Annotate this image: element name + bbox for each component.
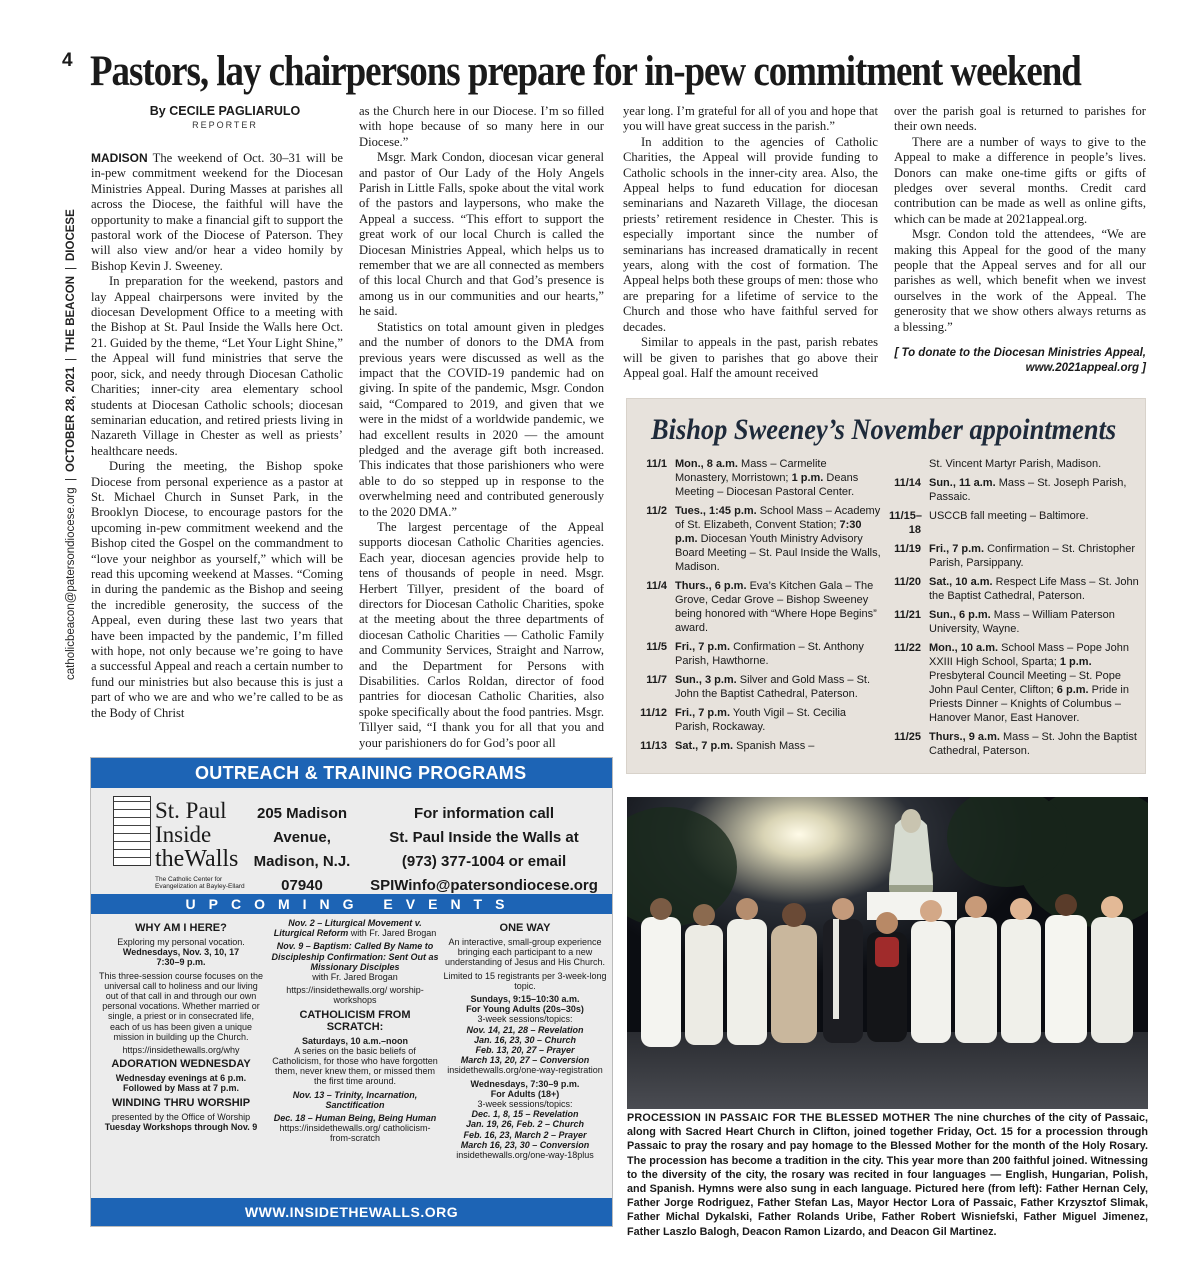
appointment-date: 11/19 <box>894 543 921 555</box>
appointments-box <box>626 398 1146 774</box>
appointment-date: 11/20 <box>894 576 921 588</box>
appointment-text: Fri., 7 p.m. Youth Vigil – St. Cecilia Parish, Rockaway. <box>675 707 846 733</box>
events-column-c: ONE WAY An interactive, small-group experience bringing each participant to a new understanding of Jesus and His Church. Limited to 15 registrants per 3-week-long topic. Sundays, 9:15–10:30 a.m. For Young Adults (20s–30s) 3-week sessions/topics: Nov. 14, 21, 28 – Revelation Jan. 16, 23, 30 – Church Feb. 13, 20, 27 – Prayer March 13, 20, 27 – Conversion insidethewalls.org/one-way-registration Wednesdays, 7:30–9 p.m. For Adults (18+) 3-week sessions/topics: Dec. 1, 8, 15 – Revelation Jan. 19, 26, Feb. 2 – Church Feb. 16, 23, March 2 – Prayer March 16, 23, 30 – Conversion insidethewalls.org/one-way-18plus <box>443 922 607 1161</box>
caption-text: The nine churches of the city of Passaic, along with Sacred Heart Church in Clifton, joined together Friday, Oct. 15 for a procession through Passaic to pray the rosary and pay homage to the Blessed Mother for the month of the Holy Rosary. The procession has become a tradition in the city. This year more than 200 faithful joined. Witnessing to the diversity of the city, the rosary was recited in four languages — English, Hungarian, Polish, and Spanish. Hymns were also sung in each language. Pictured here (from left): Father Hernan Cely, Father Jorge Rodriguez, Father Stefan Las, Mayor Hector Lora of Passaic, Father Krzysztof Slimak, Father Michal Dykalski, Father Rolands Uribe, Father Robert Wisniefski, Father Miguel Jimenez, Father Laszlo Balogh, Deacon Ramon Lizardo, and Deacon Gil Martinez. <box>627 1112 1148 1238</box>
appointment-date <box>889 457 929 471</box>
appointment-date: 11/13 <box>640 740 667 752</box>
appointment-text: Mon., 10 a.m. School Mass – Pope John XXIII High School, Sparta; 1 p.m. Presbyteral Council Meeting – St. Pope John Paul Center, Clifton; 6 p.m. Pride in Priests Dinner – Knights of Columbus – Hanover Manor, East Hanover. <box>929 642 1129 724</box>
appointment-text: Fri., 7 p.m. Confirmation – St. Anthony Parish, Hawthorne. <box>675 641 864 667</box>
appointment-entry <box>635 673 883 701</box>
article-column-4 <box>894 104 1146 335</box>
appointment-text: USCCB fall meeting – Baltimore. <box>929 510 1089 522</box>
outreach-address: 205 Madison Avenue, Madison, N.J. 07940 <box>253 805 351 894</box>
appointments-column-left <box>635 457 883 758</box>
outreach-contact: For information call St. Paul Inside the Walls at (973) 377-1004 or email SPIWinfo@patersondiocese.org <box>359 802 609 898</box>
donate-note: [ To donate to the Diocesan Ministries Appeal, www.2021appeal.org ] <box>894 347 1146 374</box>
article-paragraph: The largest percentage of the Appeal supports diocesan Catholic Charities agencies. Each year, diocesan agencies provide help to tens of thousands of people in need. Msgr. Herbert Tillyer, president of the board of directors for Diocesan Catholic Charities, spoke at the meeting about the three departments of diocesan Catholic Charities — Catholic Family and Community Services, Straight and Narrow, and the Department for Persons with Disabilities. Carlos Roldan, director of food pantries for diocesan Catholic Charities, also spoke specifically about the food pantries. Msgr. Tillyer said, “I thank you for all that you and your parishioners do for God’s poor all <box>359 519 604 750</box>
article-paragraph: In addition to the agencies of Catholic Charities, the Appeal will provide funding to Catholic schools in the inner-city area. Also, the Appeal helps to fund education for diocesan seminarians and Nazareth Village, the diocesan priests’ retirement residence in Chester. This is especially important since the number of seminarians has increased dramatically in recent years, along with the cost of formation. The Appeal helps both these groups of men: those who are preparing for a lifetime of service to the Church and those who have faithful served for decades. <box>623 134 878 334</box>
appointment-text: Mon., 8 a.m. Mass – Carmelite Monastery, Morristown; 1 p.m. Deans Meeting – Diocesan Pastoral Center. <box>675 458 859 498</box>
events-column-b: Nov. 2 – Liturgical Movement v. Liturgical Reform with Fr. Jared Brogan Nov. 9 – Baptism: Called By Name to Discipleship Confirmation: Sent Out as Missionary Disciples with Fr. Jared Brogan https://insidethewalls.org/ worship-workshops CATHOLICISM FROM SCRATCH: Saturdays, 10 a.m.–noon A series on the basic beliefs of Catholicism, for those who have forgotten them, never knew them, or missed them the first time around. Nov. 13 – Trinity, Incarnation, Sanctification Dec. 18 – Human Being, Being Human https://insidethewalls.org/ catholicism-from-scratch <box>271 918 439 1144</box>
strip-date: OCTOBER 28, 2021 <box>65 367 77 473</box>
outreach-ad <box>90 757 613 1227</box>
appointment-entry <box>889 641 1141 725</box>
appointment-entry <box>635 739 883 753</box>
strip-section: DIOCESE <box>65 209 77 262</box>
article-paragraph: Msgr. Mark Condon, diocesan vicar general and pastor of Our Lady of the Holy Angels Parish in Little Falls, spoke about the vital work of the pastors and laypersons, who make the Appeal a success. “This effort to support the great work of our local Church is called the Diocesan Ministries Appeal, which helps us to remember that we are all connected as members of this local Church and that God’s presence is among us in our communities and our hearts,” he said. <box>359 150 604 319</box>
article-headline: Pastors, lay chairpersons prepare for in-pew commitment weekend <box>90 48 1081 95</box>
appointment-entry <box>635 579 883 635</box>
article-paragraph: over the parish goal is returned to parishes for their own needs. <box>894 104 1146 134</box>
article-paragraph: as the Church here in our Diocese. I’m so filled with hope because of so many here in our Diocese.” <box>359 104 604 149</box>
byline-role: REPORTER <box>192 120 258 130</box>
article-paragraph: year long. I’m grateful for all of you and hope that you will have great success in the parish.” <box>623 104 878 134</box>
dateline: MADISON <box>91 151 148 165</box>
appointment-text: Sat., 7 p.m. Spanish Mass – <box>675 740 815 752</box>
appointment-entry <box>889 509 1141 537</box>
article-paragraph: Statistics on total amount given in pledges and the number of donors to the DMA from previous years were discussed as well as the impact that the COVID-19 pandemic had on giving. In spite of the pandemic, Msgr. Condon said, “Compared to 2019, and given that we were in the midst of a worldwide pandemic, we had excellent results in 2020 — the amount pledged and the average gift both increased. This indicates that those parishioners who were able to do so stepped up in response to the overwhelming need and contributed generously to the 2020 DMA.” <box>359 319 604 519</box>
appointment-date: 11/7 <box>646 674 667 686</box>
appointment-date: 11/22 <box>894 642 921 654</box>
appointment-text: Sun., 6 p.m. Mass – William Paterson University, Wayne. <box>929 609 1115 635</box>
article-paragraph: There are a number of ways to give to the Appeal to make a difference in people’s lives. Donors can make one-time gifts or gifts of pledges over several months. Credit card contribution can be made as well as online gifts, which can be made at 2021appeal.org. <box>894 134 1146 226</box>
byline-name: By CECILE PAGLIARULO <box>149 104 301 118</box>
article-column-3 <box>623 104 878 381</box>
upcoming-events-header: UPCOMING EVENTS <box>91 894 612 914</box>
appointments-column-right <box>889 457 1141 763</box>
byline <box>145 104 305 130</box>
event-link[interactable]: https://insidethewalls.org/ worship-workshops <box>286 985 424 1006</box>
appointment-text: Tues., 1:45 p.m. School Mass – Academy of St. Elizabeth, Convent Station; 7:30 p.m. Diocesan Youth Ministry Advisory Board Meeting – St. Paul Inside the Walls, Madison. <box>675 505 881 573</box>
appointment-entry <box>635 504 883 574</box>
event-link[interactable]: https://insidethewalls.org/why <box>122 1045 240 1056</box>
appointment-date: 11/25 <box>894 731 921 743</box>
article-paragraph: MADISON The weekend of Oct. 30–31 will be in-pew commitment weekend for the Diocesan Ministries Appeal. During Masses at parishes all across the Diocese, the faithful will have the opportunity to make a financial gift to support the pastoral work of the Diocese of Paterson. They will also view and/or hear a video homily by Bishop Kevin J. Sweeney. <box>91 151 343 273</box>
article-paragraph: In preparation for the weekend, pastors and lay Appeal chairpersons were invited by the diocesan Development Office to a meeting with the Bishop at St. Paul Inside the Walls here Oct. 21. Guided by the theme, “Let Your Light Shine,” the Appeal will fund ministries that serve the poor, sick, and needy through Diocesan Catholic Charities; inner-city area elementary school students at Diocesan Catholic schools; diocesan seminarian education, and retired priests living in Nazareth Village in Chester as well as priests’ healthcare needs. <box>91 274 343 458</box>
appointment-entry <box>635 640 883 668</box>
appointment-entry <box>889 575 1141 603</box>
contact-email[interactable]: SPIWinfo@patersondiocese.org <box>370 877 598 894</box>
article-column-1 <box>91 151 343 721</box>
appointment-text: Thurs., 6 p.m. Eva’s Kitchen Gala – The Grove, Cedar Grove – Bishop Sweeney being honored with “Where Hope Begins” award. <box>675 580 877 634</box>
appointment-date: 11/12 <box>640 707 667 719</box>
appointment-date: 11/15–18 <box>889 510 923 536</box>
photo-illustration <box>627 797 1148 1109</box>
appointment-text: Sun., 11 a.m. Mass – St. Joseph Parish, Passaic. <box>929 477 1127 503</box>
appointment-entry <box>889 542 1141 570</box>
appointment-date: 11/2 <box>646 505 667 517</box>
strip-website: catholicbeacon@patersondiocese.org <box>65 487 77 680</box>
article-paragraph: During the meeting, the Bishop spoke Diocese from personal experience as a pastor at St. Michael Church in Sunset Park, in the Brooklyn Diocese, to encourage pastors for the upcoming in-pew commitment weekend and the Bishop cited the Gospel on the commandment to “love your neighbor as yourself,” which will be read this upcoming weekend at Masses. “Coming in during the pandemic as the Bishop and seeing the incredible generosity, the success of the Appeal, even during these last two years that have been impacted by the pandemic, I’m filled with hope, not only because we’re going to have a successful Appeal and reach a certain number to fund our ministries but also because this is just a part of who we are and who we’re called to be as the Body of Christ <box>91 459 343 720</box>
caption-headline: PROCESSION IN PASSAIC FOR THE BLESSED MOTHER <box>627 1112 931 1124</box>
appointment-text: Thurs., 9 a.m. Mass – St. John the Baptist Cathedral, Paterson. <box>929 731 1137 757</box>
appointment-text: St. Vincent Martyr Parish, Madison. <box>929 458 1102 470</box>
spiw-logo: St. Paul Inside theWalls The Catholic Center for Evangelization at Bayley-Ellard <box>113 794 241 904</box>
events-column-a: WHY AM I HERE? Exploring my personal vocation. Wednesdays, Nov. 3, 10, 17 7:30–9 p.m. This three-session course focuses on the universal call to holiness and our living out of that call in and through our own personal vocations. Whether married or single, a priest or in consecrated life, each of us has been given a unique mission in building up the Church. https://insidethewalls.org/why ADORATION WEDNESDAY Wednesday evenings at 6 p.m. Followed by Mass at 7 p.m. WINDING THRU WORSHIP presented by the Office of Worship Tuesday Workshops through Nov. 9 <box>98 922 264 1132</box>
appointment-date: 11/5 <box>646 641 667 653</box>
appointment-entry <box>635 457 883 499</box>
publication-strip: catholicbeacon@patersondiocese.org | OCTOBER 28, 2021 | THE BEACON | DIOCESE <box>65 209 77 680</box>
appointment-entry <box>889 730 1141 758</box>
event-link[interactable]: insidethewalls.org/one-way-18plus <box>456 1150 594 1161</box>
appointment-text: Fri., 7 p.m. Confirmation – St. Christopher Parish, Parsippany. <box>929 543 1136 569</box>
appointment-date: 11/4 <box>646 580 667 592</box>
article-paragraph: Similar to appeals in the past, parish rebates will be given to parishes that go above their Appeal goal. Half the amount received <box>623 335 878 380</box>
website-link[interactable]: WWW.INSIDETHEWALLS.ORG <box>91 1198 612 1226</box>
appointment-entry <box>889 608 1141 636</box>
appointments-title: Bishop Sweeney’s November appointments <box>651 413 1117 446</box>
appointment-entry <box>889 457 1141 471</box>
appointment-entry <box>635 706 883 734</box>
procession-photo <box>627 797 1148 1109</box>
event-link[interactable]: https://insidethewalls.org/ catholicism-from-scratch <box>279 1123 431 1144</box>
article-column-2 <box>359 104 604 751</box>
appointment-date: 11/14 <box>894 477 921 489</box>
appointment-entry <box>889 476 1141 504</box>
strip-publication: THE BEACON <box>65 276 77 353</box>
appointment-date: 11/21 <box>894 609 921 621</box>
appointment-text: Sun., 3 p.m. Silver and Gold Mass – St. John the Baptist Cathedral, Paterson. <box>675 674 871 700</box>
photo-caption <box>627 1111 1148 1239</box>
appointment-text: Sat., 10 a.m. Respect Life Mass – St. John the Baptist Cathedral, Paterson. <box>929 576 1139 602</box>
building-icon <box>113 796 151 866</box>
appointment-date: 11/1 <box>646 458 667 470</box>
article-paragraph: Msgr. Condon told the attendees, “We are making this Appeal for the good of the many people that the Appeal serves and for all our parishes as well, which benefit when we invest ourselves in the work of the Appeal. The generosity that we show others always returns as a blessing.” <box>894 227 1146 334</box>
event-link[interactable]: insidethewalls.org/one-way-registration <box>447 1065 603 1076</box>
page-number: 4 <box>62 50 73 71</box>
outreach-header: OUTREACH & TRAINING PROGRAMS <box>91 758 612 788</box>
donate-link[interactable]: www.2021appeal.org ] <box>1025 362 1146 374</box>
